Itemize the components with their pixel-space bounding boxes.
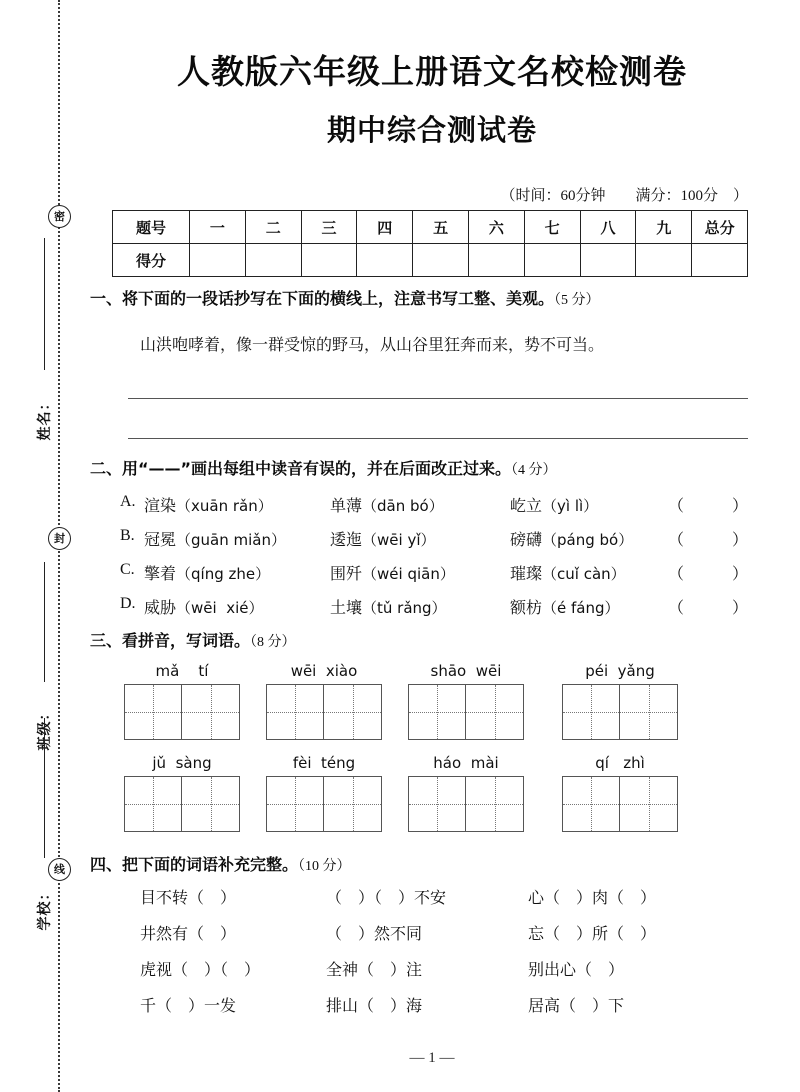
pinyin-label-2: wēi xiào [290, 662, 358, 680]
question-4-points: （10 分） [298, 859, 351, 874]
answer-paren-c[interactable]: （ ） [668, 566, 749, 583]
question-2-row-a [120, 493, 760, 519]
tianzige-cell[interactable] [620, 684, 678, 740]
pinyin-label-4: péi yǎng [585, 662, 655, 680]
seal-rule-name [44, 238, 45, 370]
question-1-heading-text: 一、将下面的一段话抄写在下面的横线上，注意书写工整、美观。 [90, 289, 555, 308]
pinyin-label-6: fèi téng [292, 754, 356, 772]
score-table-col-4: 四 [357, 211, 413, 244]
tianzige-cell[interactable] [408, 776, 466, 832]
tianzige-cell[interactable] [266, 776, 324, 832]
question-3-heading [90, 628, 296, 651]
score-cell-2[interactable] [245, 244, 301, 277]
answer-paren-d[interactable]: （ ） [668, 600, 749, 617]
option-label-b: B. [120, 527, 135, 544]
score-cell-4[interactable] [357, 244, 413, 277]
answer-paren-b[interactable]: （ ） [668, 532, 749, 549]
question-4-heading-text: 四、把下面的词语补充完整。 [90, 855, 299, 874]
idiom-2-1[interactable]: 井然有（ ） [140, 926, 237, 943]
tianzige-cell[interactable] [466, 776, 524, 832]
exam-meta: （时间：60分钟 满分：100分 ） [500, 188, 748, 204]
score-cell-1[interactable] [190, 244, 246, 277]
tianzige-8[interactable] [562, 776, 678, 832]
seal-rule-class [44, 562, 45, 682]
question-4-row-4 [140, 993, 760, 1017]
word-b3[interactable]: 磅礴（páng bó） [510, 531, 634, 549]
word-b2[interactable]: 逶迤（wēi yǐ） [330, 531, 436, 549]
question-1-sentence: 山洪咆哮着，像一群受惊的野马，从山谷里狂奔而来，势不可当。 [140, 337, 605, 354]
score-cell-6[interactable] [468, 244, 524, 277]
tianzige-cell[interactable] [182, 684, 240, 740]
score-cell-9[interactable] [636, 244, 692, 277]
question-2-heading [90, 456, 557, 479]
seal-mark-mi: 密 [48, 205, 71, 228]
idiom-3-2[interactable]: 全神（ ）注 [326, 962, 423, 979]
tianzige-2[interactable] [266, 684, 382, 740]
question-2-row-d [120, 595, 760, 621]
idiom-2-3[interactable]: 忘（ ）所（ ） [528, 926, 657, 943]
word-a3[interactable]: 屹立（yì lì） [510, 497, 599, 515]
question-4-row-3 [140, 957, 760, 981]
word-d2[interactable]: 土壤（tǔ rǎng） [330, 599, 447, 617]
idiom-4-2[interactable]: 排山（ ）海 [326, 998, 423, 1015]
seal-field-class: 班级： [37, 705, 53, 751]
question-4-heading [90, 852, 351, 875]
seal-rule-school [44, 718, 45, 858]
score-table-col-2: 二 [245, 211, 301, 244]
score-table-col-9: 九 [636, 211, 692, 244]
score-table-col-total: 总分 [692, 211, 748, 244]
word-d3[interactable]: 额枋（é fáng） [510, 599, 620, 617]
tianzige-cell[interactable] [562, 684, 620, 740]
option-label-c: C. [120, 561, 135, 578]
idiom-1-1[interactable]: 目不转（ ） [140, 890, 237, 907]
pinyin-label-3: shāo wēi [430, 662, 502, 680]
pinyin-label-7: háo mài [433, 754, 499, 772]
score-cell-3[interactable] [301, 244, 357, 277]
tianzige-cell[interactable] [562, 776, 620, 832]
tianzige-cell[interactable] [124, 776, 182, 832]
tianzige-cell[interactable] [324, 684, 382, 740]
word-c1[interactable]: 擎着（qíng zhe） [144, 565, 271, 583]
seal-mark-feng: 封 [48, 527, 71, 550]
option-label-d: D. [120, 595, 136, 612]
tianzige-6[interactable] [266, 776, 382, 832]
score-table-col-8: 八 [580, 211, 636, 244]
answer-line-2[interactable] [128, 438, 748, 439]
score-table-label-number: 题号 [113, 211, 190, 244]
score-cell-total[interactable] [692, 244, 748, 277]
seal-margin [0, 0, 92, 1092]
question-3-heading-text: 三、看拼音，写词语。 [90, 631, 251, 650]
tianzige-cell[interactable] [466, 684, 524, 740]
question-3-points: （8 分） [250, 635, 296, 650]
question-2-row-c [120, 561, 760, 587]
question-2-row-b [120, 527, 760, 553]
score-table [112, 210, 748, 277]
idiom-4-1[interactable]: 千（ ）一发 [140, 998, 237, 1015]
word-b1[interactable]: 冠冕（guān miǎn） [144, 531, 286, 549]
tianzige-cell[interactable] [182, 776, 240, 832]
answer-paren-a[interactable]: （ ） [668, 498, 749, 515]
score-table-col-5: 五 [413, 211, 469, 244]
score-cell-8[interactable] [580, 244, 636, 277]
tianzige-cell[interactable] [620, 776, 678, 832]
tianzige-cell[interactable] [124, 684, 182, 740]
question-2-heading-text: 二、用“——”画出每组中读音有误的，并在后面改正过来。 [90, 459, 512, 478]
pinyin-label-5: jǔ sàng [152, 754, 212, 772]
score-table-col-3: 三 [301, 211, 357, 244]
word-d1[interactable]: 威胁（wēi xié） [144, 599, 264, 617]
tianzige-cell[interactable] [324, 776, 382, 832]
page-subtitle: 期中综合测试卷 [326, 113, 537, 147]
tianzige-cell[interactable] [408, 684, 466, 740]
question-2-points: （4 分） [511, 463, 557, 478]
tianzige-1[interactable] [124, 684, 240, 740]
answer-line-1[interactable] [128, 398, 748, 399]
word-a1[interactable]: 渲染（xuān rǎn） [144, 497, 273, 515]
score-cell-5[interactable] [413, 244, 469, 277]
word-c2[interactable]: 围歼（wéi qiān） [330, 565, 455, 583]
seal-field-name: 姓名： [37, 395, 53, 441]
page-title: 人教版六年级上册语文名校检测卷 [177, 52, 687, 91]
idiom-1-2[interactable]: （ ）（ ）不安 [326, 890, 447, 907]
idiom-2-2[interactable]: （ ）然不同 [326, 926, 423, 943]
idiom-3-1[interactable]: 虎视（ ）（ ） [140, 962, 261, 979]
score-table-col-7: 七 [524, 211, 580, 244]
tianzige-3[interactable] [408, 684, 524, 740]
idiom-4-3[interactable]: 居高（ ）下 [528, 998, 625, 1015]
seal-mark-xian: 线 [48, 858, 71, 881]
score-table-col-1: 一 [190, 211, 246, 244]
question-4-row-2 [140, 921, 760, 945]
idiom-3-3[interactable]: 别出心（ ） [528, 962, 625, 979]
tianzige-7[interactable] [408, 776, 524, 832]
table-row-header [113, 211, 748, 244]
tianzige-4[interactable] [562, 684, 678, 740]
idiom-1-3[interactable]: 心（ ）肉（ ） [528, 890, 657, 907]
word-c3[interactable]: 璀璨（cuǐ càn） [510, 565, 626, 583]
option-label-a: A. [120, 493, 136, 510]
question-1-points: （5 分） [554, 293, 600, 308]
page-number: — 1 — [409, 1050, 455, 1066]
tianzige-5[interactable] [124, 776, 240, 832]
word-a2[interactable]: 单薄（dān bó） [330, 497, 444, 515]
pinyin-label-1: mǎ tí [155, 662, 209, 680]
table-row-scores [113, 244, 748, 277]
question-1-heading [90, 286, 600, 309]
seal-field-school: 学校： [37, 885, 53, 931]
question-4-row-1 [140, 885, 760, 909]
score-table-col-6: 六 [468, 211, 524, 244]
tianzige-cell[interactable] [266, 684, 324, 740]
score-table-label-score: 得分 [113, 244, 190, 277]
score-cell-7[interactable] [524, 244, 580, 277]
pinyin-label-8: qí zhì [595, 754, 645, 772]
